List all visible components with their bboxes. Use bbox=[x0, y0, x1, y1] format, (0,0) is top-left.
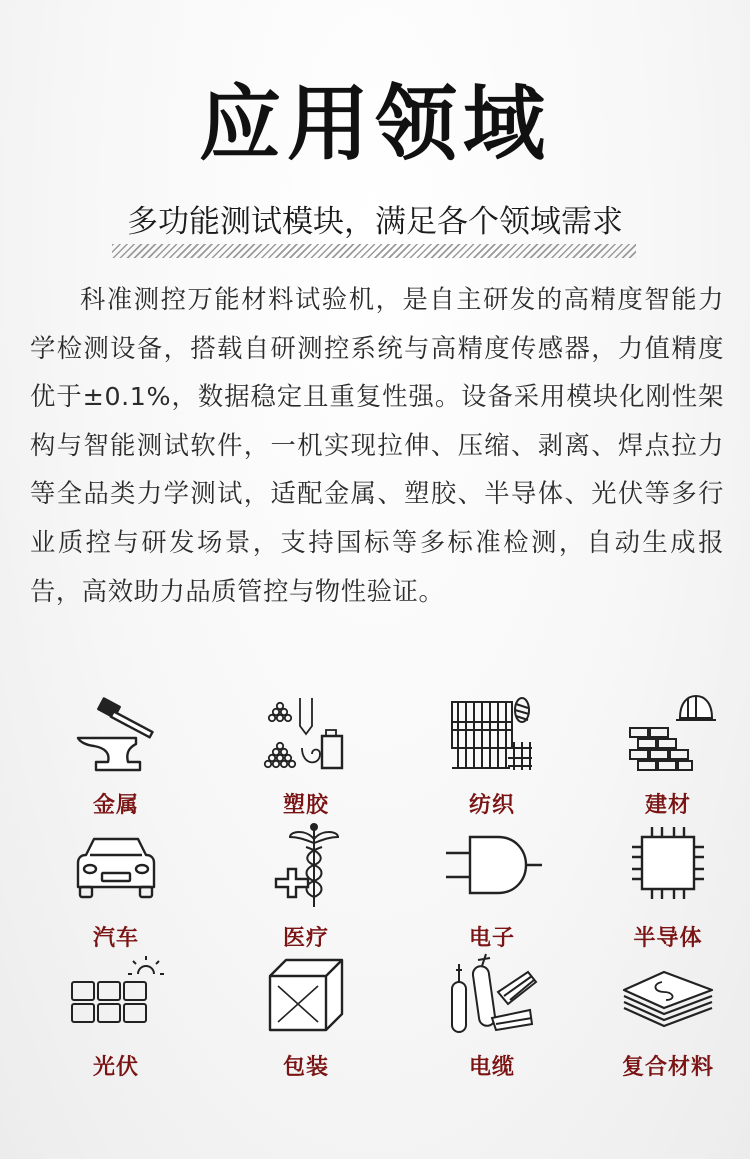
logic-gate-icon bbox=[452, 823, 532, 913]
page-title: 应用领域 bbox=[198, 77, 551, 172]
bricks-helmet-icon bbox=[628, 688, 708, 778]
field-semiconductor bbox=[588, 823, 748, 963]
field-label: 建材 bbox=[644, 793, 691, 818]
field-label: 复合材料 bbox=[621, 1055, 714, 1080]
field-label: 半导体 bbox=[633, 926, 703, 951]
cable-icon bbox=[452, 952, 532, 1042]
field-label: 塑胶 bbox=[282, 793, 329, 818]
field-automotive bbox=[36, 823, 196, 963]
application-fields-grid bbox=[0, 688, 750, 1108]
field-metal bbox=[36, 688, 196, 828]
field-building bbox=[588, 688, 748, 828]
layers-icon bbox=[628, 952, 708, 1042]
field-packaging bbox=[226, 952, 386, 1092]
solar-panel-icon bbox=[76, 952, 156, 1042]
caduceus-cross-icon bbox=[266, 823, 346, 913]
page-subtitle: 多功能测试模块，满足各个领域需求 bbox=[127, 204, 623, 240]
loom-yarn-icon bbox=[452, 688, 532, 778]
description-paragraph: 科准测控万能材料试验机，是自主研发的高精度智能力学检测设备，搭载自研测控系统与高精度传感器，力值精度优于±0.1%，数据稳定且重复性强。设备采用模块化刚性架构与智能测试软件，一机实现拉伸、压缩、剥离、焊点拉力等全品类力学测试，适配金属、塑胶、半导体、光伏等多行业质控与研发场景，支持国标等多标准检测，自动生成报告，高效助力品质管控与物性验证。 bbox=[30, 285, 724, 606]
car-icon bbox=[76, 823, 156, 913]
hatch-divider bbox=[112, 244, 636, 258]
field-label: 医疗 bbox=[282, 926, 329, 951]
field-label: 电缆 bbox=[468, 1055, 515, 1080]
field-plastic bbox=[226, 688, 386, 828]
field-label: 电子 bbox=[468, 926, 515, 951]
field-textile bbox=[412, 688, 572, 828]
box-icon bbox=[266, 952, 346, 1042]
field-label: 纺织 bbox=[468, 793, 515, 818]
field-label: 光伏 bbox=[92, 1055, 139, 1080]
field-cable bbox=[412, 952, 572, 1092]
field-photovoltaic bbox=[36, 952, 196, 1092]
field-electronics bbox=[412, 823, 572, 963]
anvil-hammer-icon bbox=[76, 688, 156, 778]
field-label: 包装 bbox=[282, 1055, 329, 1080]
pellets-bottle-icon bbox=[266, 688, 346, 778]
field-label: 汽车 bbox=[92, 926, 139, 951]
field-label: 金属 bbox=[92, 793, 139, 818]
chip-icon bbox=[628, 823, 708, 913]
field-composite bbox=[588, 952, 748, 1092]
field-medical bbox=[226, 823, 386, 963]
